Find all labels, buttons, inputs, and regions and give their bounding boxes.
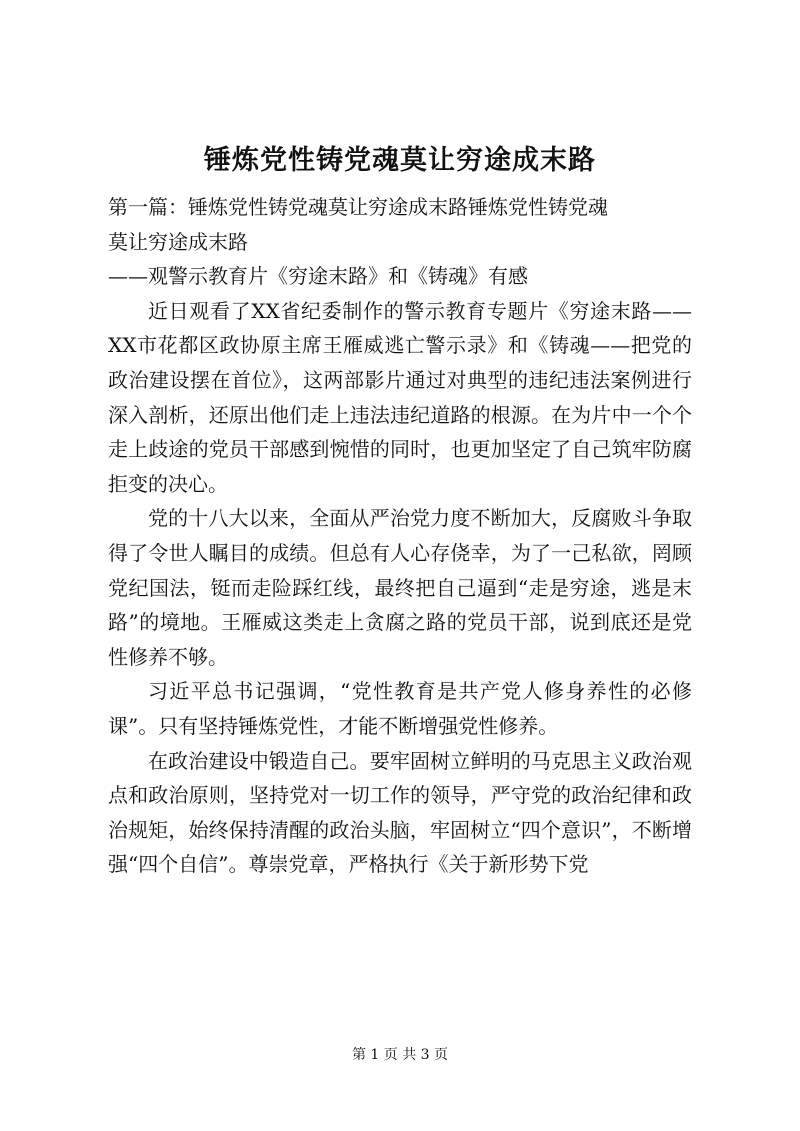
subtitle-line-2: 莫让穷途成末路 <box>108 229 248 254</box>
paragraph-1: 近日观看了XX省纪委制作的警示教育专题片《穷途末路——XX市花都区政协原主席王雁威逃亡警示录》和《铸魂——把党的政治建设摆在首位》，这两部影片通过对典型的违纪违法案例进行深入剖析，还原出他们走上违法违纪道路的根源。在为片中一个个走上歧途的党员干部感到惋惜的同时，也更加坚定了自己筑牢防腐拒变的决心。 <box>108 298 692 496</box>
page-footer: 第 1 页 共 3 页 <box>351 1047 449 1063</box>
paragraph-2: 党的十八大以来，全面从严治党力度不断加大，反腐败斗争取得了令世人瞩目的成绩。但总有人心存侥幸，为了一己私欲，罔顾党纪国法，铤而走险踩红线，最终把自己逼到“走是穷途，逃是末路”的境地。王雁威这类走上贪腐之路的党员干部，说到底还是党性修养不够。 <box>108 506 692 669</box>
subtitle-line-3: ——观警示教育片《穷途末路》和《铸魂》有感 <box>108 264 528 289</box>
document-body <box>108 190 692 882</box>
paragraph-3: 习近平总书记强调，“党性教育是共产党人修身养性的必修课”。只有坚持锤炼党性，才能不断增强党性修养。 <box>108 679 692 738</box>
document-title: 锤炼党性铸党魂莫让穷途成末路 <box>204 145 596 176</box>
paragraph-4: 在政治建设中锻造自己。要牢固树立鲜明的马克思主义政治观点和政治原则，坚持党对一切工作的领导，严守党的政治纪律和政治规矩，始终保持清醒的政治头脑，牢固树立“四个意识”，不断增强“四个自信”。尊崇党章，严格执行《关于新形势下党 <box>108 748 692 877</box>
subtitle-line-1: 第一篇：锤炼党性铸党魂莫让穷途成末路锤炼党性铸党魂 <box>108 195 608 219</box>
